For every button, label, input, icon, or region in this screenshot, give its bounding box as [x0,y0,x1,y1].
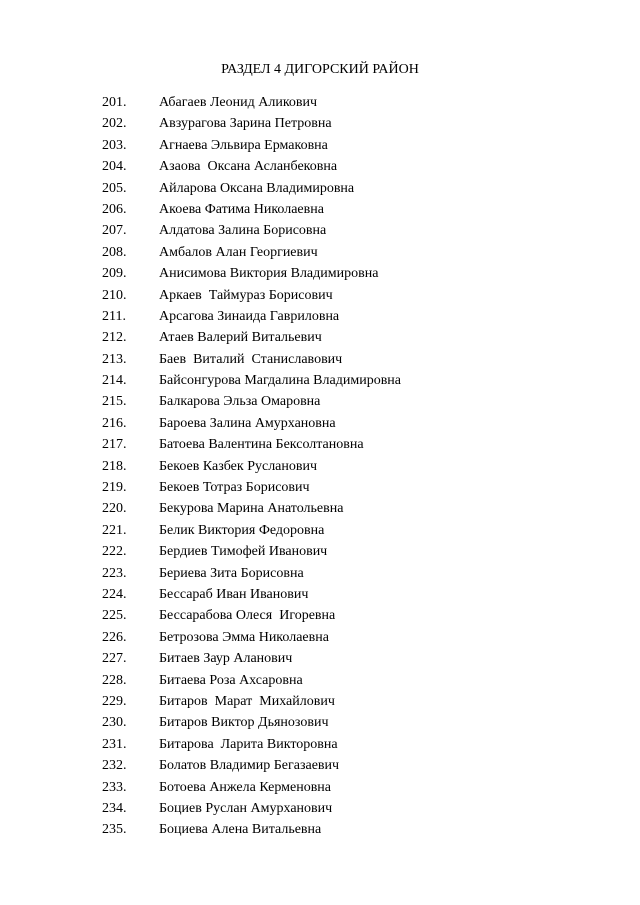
list-item [0,584,640,605]
list-item [0,135,640,156]
entry-name: Битаева Роза Ахсаровна [159,672,303,688]
entry-number: 214. [102,373,127,389]
entry-number: 209. [102,266,127,282]
entry-name: Батоева Валентина Бексолтановна [159,437,364,453]
entry-number: 202. [102,116,127,132]
entry-name: Байсонгурова Магдалина Владимировна [159,373,402,389]
list-item [0,648,640,669]
entry-number: 204. [102,159,127,175]
entry-name: Битарова Ларита Викторовна [159,736,338,752]
list-item [0,391,640,412]
entry-name: Азаова Оксана Асланбековна [159,159,338,175]
entry-name: Ботоева Анжела Керменовна [159,779,332,795]
entry-name: Авзурагова Зарина Петровна [159,116,332,132]
entry-name: Битаев Заур Аланович [159,651,293,667]
list-item [0,434,640,455]
entry-name: Агнаева Эльвира Ермаковна [159,137,328,153]
entry-number: 234. [102,800,127,816]
list-item [0,456,640,477]
list-item [0,563,640,584]
entry-name: Балкарова Эльза Омаровна [159,394,321,410]
list-item [0,520,640,541]
entry-number: 212. [102,330,127,346]
list-item [0,178,640,199]
entry-name: Бекоев Казбек Русланович [159,458,318,474]
entry-number: 227. [102,651,127,667]
entry-number: 222. [102,544,127,560]
entry-number: 206. [102,201,127,217]
list-item [0,798,640,819]
entry-name: Акоева Фатима Николаевна [159,201,324,217]
entry-name: Абагаев Леонид Аликович [159,95,318,110]
list-item [0,413,640,434]
entry-name: Бессараб Иван Иванович [159,586,309,602]
entry-number: 201. [102,95,127,110]
entry-name: Битаров Виктор Дьянозович [159,715,329,731]
entry-number: 217. [102,437,127,453]
entry-name: Арсагова Зинаида Гавриловна [159,308,340,324]
entry-name: Боциев Руслан Амурханович [159,800,333,816]
entry-name: Бериева Зита Борисовна [159,565,304,581]
list-item [0,92,640,113]
entry-name: Бароева Залина Амурхановна [159,415,336,431]
entry-number: 213. [102,351,127,367]
list-item [0,242,640,263]
entry-name: Аркаев Таймураз Борисович [159,287,333,303]
list-item [0,627,640,648]
entry-name: Баев Виталий Станиславович [159,351,343,367]
entry-number: 207. [102,223,127,239]
entry-name: Бекоев Тотраз Борисович [159,480,310,496]
list-item [0,691,640,712]
section-title: РАЗДЕЛ 4 ДИГОРСКИЙ РАЙОН [221,62,419,77]
list-item [0,327,640,348]
entry-number: 232. [102,758,127,774]
list-item [0,670,640,691]
entry-number: 226. [102,629,127,645]
list-item [0,263,640,284]
entry-number: 229. [102,693,127,709]
entry-number: 224. [102,586,127,602]
list-item [0,541,640,562]
list-item [0,285,640,306]
list-item [0,306,640,327]
entry-number: 233. [102,779,127,795]
list-item [0,349,640,370]
entry-number: 218. [102,458,127,474]
list-item [0,734,640,755]
entry-name: Боциева Алена Витальевна [159,822,322,838]
entry-number: 205. [102,180,127,196]
entry-name: Бердиев Тимофей Иванович [159,544,328,560]
list-item [0,755,640,776]
list-item [0,498,640,519]
entry-name: Алдатова Залина Борисовна [159,223,327,239]
entry-number: 220. [102,501,127,517]
entry-number: 210. [102,287,127,303]
list-item [0,819,640,840]
list-item [0,220,640,241]
list-item [0,712,640,733]
list-item [0,777,640,798]
entry-name: Амбалов Алан Георгиевич [159,244,318,260]
entry-name: Болатов Владимир Бегазаевич [159,758,340,774]
entry-number: 215. [102,394,127,410]
entry-list [0,92,640,841]
list-item [0,605,640,626]
entry-number: 231. [102,736,127,752]
entry-number: 221. [102,522,127,538]
list-item [0,477,640,498]
entry-number: 230. [102,715,127,731]
entry-name: Анисимова Виктория Владимировна [159,266,379,282]
entry-number: 228. [102,672,127,688]
list-item [0,370,640,391]
entry-name: Айларова Оксана Владимировна [159,180,355,196]
entry-name: Бетрозова Эмма Николаевна [159,629,329,645]
entry-number: 208. [102,244,127,260]
entry-name: Белик Виктория Федоровна [159,522,325,538]
entry-name: Бессарабова Олеся Игоревна [159,608,336,624]
entry-number: 223. [102,565,127,581]
entry-number: 203. [102,137,127,153]
list-item [0,199,640,220]
entry-name: Атаев Валерий Витальевич [159,330,322,346]
entry-number: 235. [102,822,127,838]
list-item [0,113,640,134]
entry-number: 219. [102,480,127,496]
entry-number: 216. [102,415,127,431]
list-item [0,156,640,177]
entry-name: Бекурова Марина Анатольевна [159,501,344,517]
entry-number: 211. [102,308,126,324]
entry-number: 225. [102,608,127,624]
entry-name: Битаров Марат Михайлович [159,693,335,709]
